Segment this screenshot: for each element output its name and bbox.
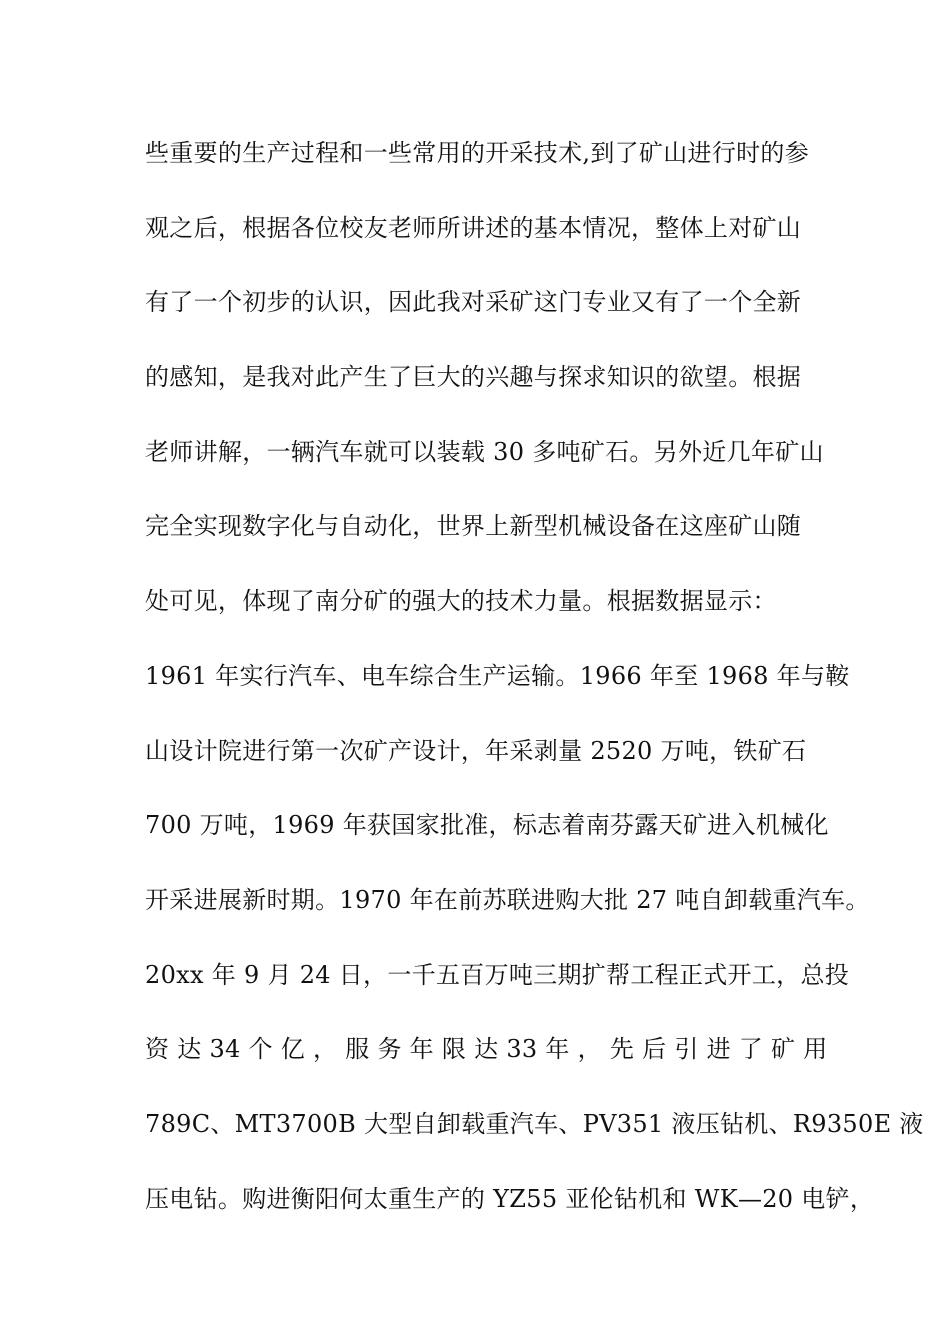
text-line: 资 达 34 个 亿 ， 服 务 年 限 达 33 年 ， 先 后 引 进 了 矿 用 (145, 1035, 828, 1064)
text-line: 开采进展新时期。1970 年在前苏联进购大批 27 吨自卸载重汽车。 (145, 885, 870, 914)
text-line: 压电钻。购进衡阳何太重生产的 YZ55 亚伦钻机和 WK—20 电铲， (145, 1184, 875, 1213)
text-line: 有了一个初步的认识，因此我对采矿这门专业又有了一个全新 (145, 288, 802, 317)
body-text (145, 128, 924, 1248)
text-line: 20xx 年 9 月 24 日，一千五百万吨三期扩帮工程正式开工，总投 (145, 960, 850, 989)
text-line: 700 万吨，1969 年获国家批准，标志着南芬露天矿进入机械化 (145, 811, 829, 840)
text-line: 老师讲解，一辆汽车就可以装载 30 多吨矿石。另外近几年矿山 (145, 437, 824, 466)
text-line: 的感知，是我对此产生了巨大的兴趣与探求知识的欲望。根据 (145, 363, 802, 392)
text-line: 山设计院进行第一次矿产设计，年采剥量 2520 万吨，铁矿石 (145, 736, 807, 765)
text-line: 完全实现数字化与自动化，世界上新型机械设备在这座矿山随 (145, 512, 802, 541)
text-line: 观之后，根据各位校友老师所讲述的基本情况，整体上对矿山 (145, 213, 802, 242)
text-line: 处可见，体现了南分矿的强大的技术力量。根据数据显示： (145, 587, 777, 616)
text-line: 789C、MT3700B 大型自卸载重汽车、PV351 液压钻机、R9350E 液 (145, 1109, 924, 1138)
text-line: 1961 年实行汽车、电车综合生产运输。1966 年至 1968 年与鞍 (145, 661, 850, 690)
text-line: 些重要的生产过程和一些常用的开采技术,到了矿山进行时的参 (145, 139, 810, 167)
